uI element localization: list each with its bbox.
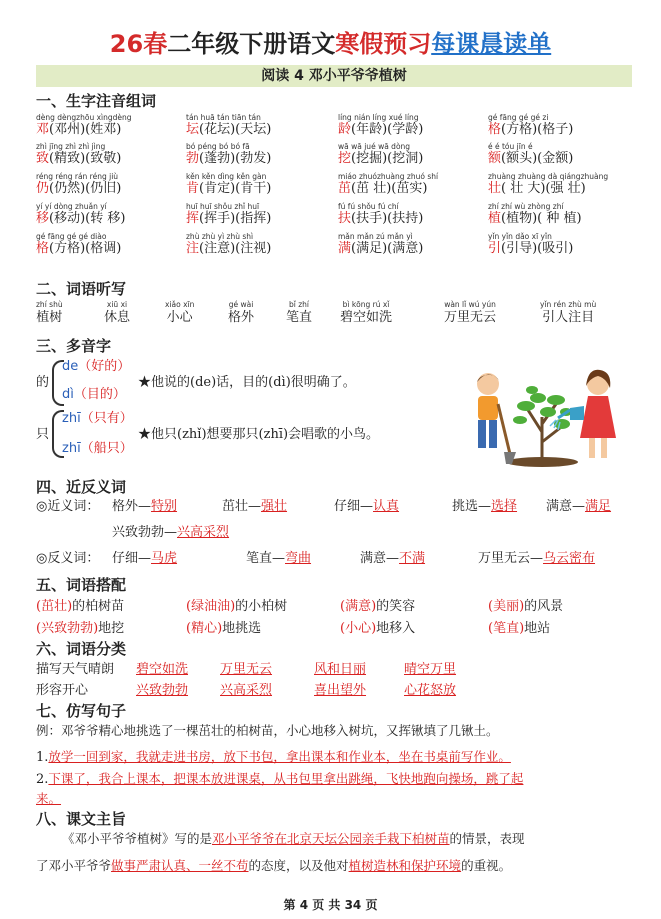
pinyin-line: réng réng rán réng jiù (36, 172, 119, 181)
character-entry (186, 151, 271, 167)
title-preview: 寒假预习 (335, 30, 432, 58)
category-word: 兴致勃勃 (136, 683, 189, 698)
collocation-answer: (兴致勃勃) (36, 621, 99, 636)
character-entry (36, 211, 125, 227)
character-entry (36, 181, 121, 197)
syn-word: 兴致勃勃— (112, 525, 178, 540)
ant-pair (360, 550, 425, 568)
character-entry (488, 211, 582, 227)
girl-figure (550, 370, 616, 458)
word-group: (邓州)(姓邓) (49, 122, 122, 137)
polyphone-sentence-2: ★他只(zhǐ)想要那只(zhī)会唱歌的小鸟。 (138, 427, 380, 442)
collocation-text: 的笑容 (376, 599, 416, 614)
collocation-item (186, 598, 287, 616)
pinyin-line: líng nián líng xué líng (338, 113, 419, 122)
syn-pair (112, 498, 177, 516)
target-character: 满 (338, 241, 352, 256)
imitation-sentence-1: 1.放学一回到家，我就走进书房，放下书包，拿出课本和作业本，坐在书桌前写作业。 (36, 749, 511, 765)
category-word: 晴空万里 (404, 662, 457, 677)
collocation-answer: (小心) (340, 621, 377, 636)
collocation-item (340, 598, 415, 616)
pinyin-line: yǐn yǐn dǎo xī yǐn (488, 232, 552, 241)
example-sentence: 例：邓爷爷精心地挑选了一棵茁壮的柏树苗，小心地移入树坑，又挥锹填了几锹土。 (36, 723, 499, 738)
imitation-sentence-2-cont: 来。 (36, 791, 62, 806)
syn-word: 格外— (112, 499, 152, 514)
word-group: (注意)(注视) (199, 241, 272, 256)
ant-answer: 不满 (399, 551, 426, 566)
dictation-word (165, 300, 194, 326)
word-group: (满足)(满意) (351, 241, 424, 256)
word-group: (引导)(吸引) (501, 241, 574, 256)
polyphone-char-1: 的 (36, 375, 50, 390)
word-group: (方格)(格调) (49, 241, 122, 256)
dictation-word (104, 300, 130, 326)
word-group: (精致)(致敬) (49, 151, 122, 166)
word-group: (扶手)(扶持) (351, 211, 424, 226)
word-text: 小心 (166, 310, 193, 325)
syn-word: 满意— (546, 499, 586, 514)
syn-answer: 选择 (491, 499, 518, 514)
ant-answer: 乌云密布 (543, 551, 596, 566)
category-word: 心花怒放 (404, 683, 457, 698)
main-idea-line-2: 了邓小平爷爷做事严肃认真、一丝不苟的态度，以及他对植树造林和保护环境的重视。 (36, 858, 512, 873)
pinyin-line: gé fāng gé gé diào (36, 232, 107, 241)
character-entry (338, 151, 423, 167)
collocation-item (36, 598, 124, 616)
collocation-text: 地站 (524, 621, 551, 636)
word-text: 笔直 (286, 310, 313, 325)
collocation-answer: (满意) (340, 599, 377, 614)
target-character: 龄 (338, 122, 352, 137)
collocation-text: 地移入 (376, 621, 416, 636)
pinyin-line: zhí zhí wù zhòng zhí (488, 202, 564, 211)
collocation-answer: (精心) (186, 621, 223, 636)
section-1-heading: 一、生字注音组词 (36, 92, 157, 110)
word-group: ( 壮 大)(强 壮) (501, 181, 586, 196)
syn-word: 茁壮— (222, 499, 262, 514)
target-character: 肯 (186, 181, 200, 196)
pinyin-line: mǎn mǎn zú mǎn yì (338, 232, 413, 241)
target-character: 坛 (186, 122, 200, 137)
word-pinyin: zhí shù (36, 300, 63, 309)
collocation-text: 地挖 (98, 621, 125, 636)
syn-pair (452, 498, 517, 516)
character-entry (186, 181, 271, 197)
character-entry (186, 122, 271, 138)
dictation-word (444, 300, 496, 326)
pinyin-line: miáo zhuózhuàng zhuó shí (338, 172, 439, 181)
pinyin-line: huī huī shǒu zhǐ huī (186, 202, 260, 211)
target-character: 茁 (338, 181, 352, 196)
pinyin-line: zhuàng zhuàng dà qiángzhuàng (488, 172, 609, 181)
target-character: 壮 (488, 181, 502, 196)
word-pinyin: bǐ zhí (289, 300, 310, 309)
dictation-word (286, 300, 312, 326)
target-character: 植 (488, 211, 502, 226)
ant-word: 笔直— (246, 551, 286, 566)
lesson-banner: 阅读 4 邓小平爷爷植树 (36, 65, 632, 87)
collocation-item (488, 598, 563, 616)
title-grade: 二年级下册语文 (167, 30, 336, 58)
target-character: 挥 (186, 211, 200, 226)
category-word: 碧空如洗 (136, 662, 189, 677)
word-group: (挥手)(指挥) (199, 211, 272, 226)
word-pinyin: bì kōng rú xǐ (342, 300, 390, 309)
polyphone-char-2: 只 (36, 427, 50, 442)
reading-1b: dì（目的） (62, 387, 126, 402)
syn-pair (334, 498, 399, 516)
word-group: (茁 壮)(茁实) (351, 181, 428, 196)
character-entry (186, 241, 271, 257)
antonym-label: ◎反义词： (36, 551, 100, 566)
dictation-word (36, 300, 63, 326)
syn-answer: 特别 (151, 499, 178, 514)
target-character: 致 (36, 151, 50, 166)
section-6-heading: 六、词语分类 (36, 640, 127, 658)
word-text: 格外 (228, 310, 255, 325)
reading-2a: zhī（只有） (62, 411, 133, 426)
section-3-heading: 三、多音字 (36, 337, 112, 355)
character-entry (186, 211, 271, 227)
pinyin-line: zhù zhù yì zhù shì (186, 232, 254, 241)
ant-word: 满意— (360, 551, 400, 566)
character-entry (36, 241, 121, 257)
word-group: (蓬勃)(勃发) (199, 151, 272, 166)
collocation-item (186, 620, 261, 638)
character-entry (338, 122, 423, 138)
category-word: 万里无云 (220, 662, 273, 677)
collocation-text: 地挑选 (222, 621, 262, 636)
section-4-heading: 四、近反义词 (36, 478, 127, 496)
character-entry (488, 181, 586, 197)
word-group: (移动)(转 移) (49, 211, 126, 226)
target-character: 格 (488, 122, 502, 137)
word-text: 引人注目 (542, 310, 595, 325)
pinyin-line: zhì jīng zhì zhì jìng (36, 142, 106, 151)
section-5-heading: 五、词语搭配 (36, 576, 127, 594)
word-text: 碧空如洗 (340, 310, 393, 325)
synonym-label: ◎近义词： (36, 499, 100, 514)
ant-answer: 弯曲 (285, 551, 312, 566)
category-word: 喜出望外 (314, 683, 367, 698)
target-character: 挖 (338, 151, 352, 166)
category-word: 风和日丽 (314, 662, 367, 677)
word-group: (花坛)(天坛) (199, 122, 272, 137)
target-character: 格 (36, 241, 50, 256)
collocation-answer: (美丽) (488, 599, 525, 614)
collocation-item (340, 620, 415, 638)
syn-pair (112, 524, 229, 542)
target-character: 注 (186, 241, 200, 256)
syn-pair (222, 498, 287, 516)
target-character: 勃 (186, 151, 200, 166)
collocation-item (488, 620, 550, 638)
target-character: 引 (488, 241, 502, 256)
word-group: (方格)(格子) (501, 122, 574, 137)
character-entry (488, 122, 573, 138)
target-character: 额 (488, 151, 502, 166)
collocation-item (36, 620, 124, 638)
reading-2b: zhī（船只） (62, 441, 133, 456)
ant-word: 仔细— (112, 551, 152, 566)
word-text: 万里无云 (444, 310, 497, 325)
syn-word: 挑选— (452, 499, 492, 514)
reading-1a: de（好的） (62, 359, 131, 374)
word-pinyin: xiū xi (106, 300, 128, 309)
imitation-sentence-2: 2.下课了，我合上课本，把课本放进课桌，从书包里拿出跳绳，飞快地跑向操场，跳了起 (36, 771, 524, 787)
kids-planting-tree-illustration (458, 362, 626, 470)
word-text: 植树 (36, 310, 63, 325)
word-group: (植物)( 种 植) (501, 211, 582, 226)
word-pinyin: xiǎo xīn (165, 300, 195, 309)
target-character: 仍 (36, 181, 50, 196)
collocation-text: 的小柏树 (235, 599, 288, 614)
pinyin-line: dèng dèngzhōu xìngdèng (36, 113, 132, 122)
dictation-word (540, 300, 596, 326)
syn-word: 仔细— (334, 499, 374, 514)
category-word: 兴高采烈 (220, 683, 273, 698)
word-text: 休息 (104, 310, 131, 325)
target-character: 扶 (338, 211, 352, 226)
title-year: 26春 (109, 30, 168, 58)
character-entry (36, 122, 121, 138)
ant-answer: 马虎 (151, 551, 178, 566)
character-entry (488, 151, 573, 167)
collocation-answer: (笔直) (488, 621, 525, 636)
character-entry (338, 181, 427, 197)
pinyin-line: tán huā tán tiān tán (186, 113, 261, 122)
syn-answer: 认真 (373, 499, 400, 514)
ant-word: 万里无云— (478, 551, 544, 566)
ant-pair (112, 550, 177, 568)
word-pinyin: wàn lǐ wú yún (444, 300, 496, 309)
pinyin-line: é é tóu jīn é (488, 142, 533, 151)
category-label: 描写天气晴朗 (36, 662, 115, 677)
collocation-text: 的风景 (524, 599, 564, 614)
pinyin-line: gé fāng gé gé zi (488, 113, 549, 122)
syn-answer: 强壮 (261, 499, 288, 514)
word-pinyin: gé wài (228, 300, 254, 309)
word-pinyin: yǐn rén zhù mù (540, 300, 597, 309)
word-group: (仍然)(仍旧) (49, 181, 122, 196)
polyphone-sentence-1: ★他说的(de)话，目的(dì)很明确了。 (138, 375, 356, 390)
word-group: (额头)(金额) (501, 151, 574, 166)
category-label: 形容开心 (36, 683, 89, 698)
page-footer: 第 4 页 共 34 页 (283, 898, 378, 912)
target-character: 邓 (36, 122, 50, 137)
word-group: (肯定)(肯干) (199, 181, 272, 196)
page-title (0, 28, 661, 60)
character-entry (338, 241, 423, 257)
collocation-text: 的柏树苗 (72, 599, 125, 614)
collocation-answer: (绿油油) (186, 599, 236, 614)
pinyin-line: fú fú shǒu fú chí (338, 202, 399, 211)
syn-pair (546, 498, 611, 516)
word-group: (年龄)(学龄) (351, 122, 424, 137)
section-7-heading: 七、仿写句子 (36, 702, 127, 720)
target-character: 移 (36, 211, 50, 226)
pinyin-line: wā wā jué wā dòng (338, 142, 411, 151)
ant-pair (478, 550, 595, 568)
section-2-heading: 二、词语听写 (36, 280, 127, 298)
dictation-word (340, 300, 392, 326)
pinyin-line: bó péng bó bó fā (186, 142, 250, 151)
character-entry (488, 241, 573, 257)
pinyin-line: kěn kěn dìng kěn gàn (186, 172, 267, 181)
title-reading-sheet: 每课晨读单 (431, 30, 552, 58)
section-8-heading: 八、课文主旨 (36, 810, 127, 828)
character-entry (338, 211, 423, 227)
syn-answer: 满足 (585, 499, 612, 514)
pinyin-line: yí yí dòng zhuǎn yí (36, 202, 107, 211)
syn-answer: 兴高采烈 (177, 525, 230, 540)
word-group: (挖掘)(挖洞) (351, 151, 424, 166)
collocation-answer: (茁壮) (36, 599, 73, 614)
dictation-word (228, 300, 254, 326)
main-idea-line-1: 《邓小平爷爷植树》写的是邓小平爷爷在北京天坛公园亲手栽下柏树苗的情景，表现 (62, 831, 525, 846)
character-entry (36, 151, 121, 167)
boy-figure (477, 373, 516, 464)
ant-pair (246, 550, 311, 568)
